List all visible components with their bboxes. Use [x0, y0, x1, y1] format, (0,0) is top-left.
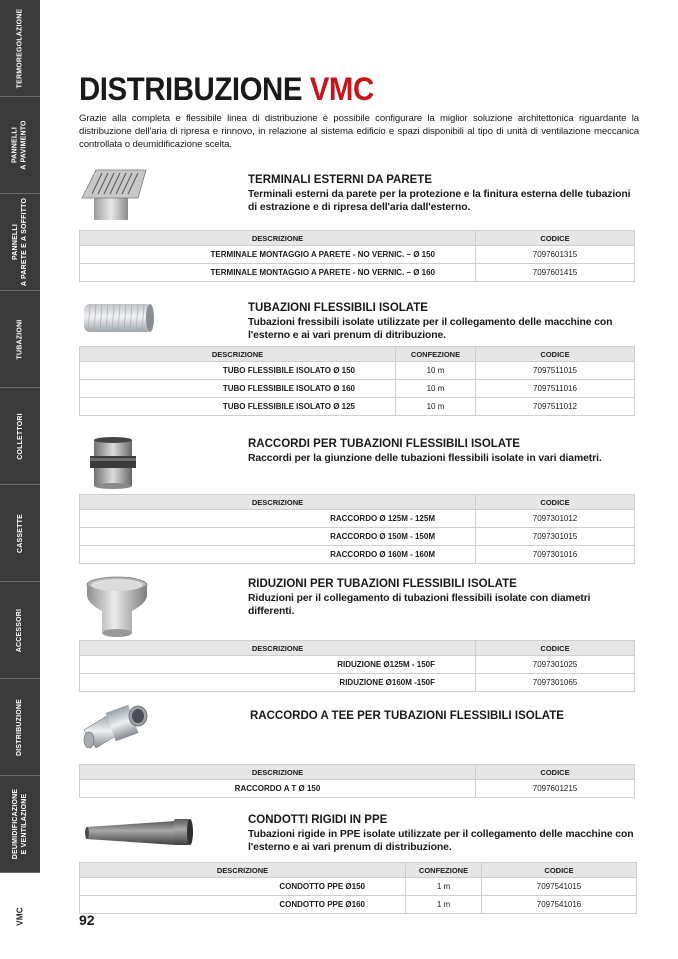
col-header-codice: CODICE [476, 347, 635, 362]
cell-codice: 7097511015 [476, 362, 635, 380]
section-title-terminali: TERMINALI ESTERNI DA PARETE [248, 174, 433, 186]
cell-codice: 7097541016 [482, 896, 637, 914]
cell-codice: 7097601215 [476, 780, 635, 798]
duct-reducer-image [84, 575, 150, 639]
col-header-confezione: CONFEZIONE [406, 863, 482, 878]
section-desc-terminali: Terminali esterni da parete per la protezione e la finitura esterna delle tubazioni di estrazione e di ripresa dell'aria dall'esterno. [248, 189, 631, 213]
cell-codice: 7097301012 [476, 510, 635, 528]
table-row [80, 896, 637, 914]
section-desc-raccordi: Raccordi per la giunzione delle tubazioni flessibili isolate in vari diametri. [248, 453, 602, 464]
col-header-descrizione: DESCRIZIONE [80, 347, 396, 362]
table-row [80, 546, 635, 564]
cell-codice: 7097601315 [476, 246, 635, 264]
section-title-riduzioni: RIDUZIONI PER TUBAZIONI FLESSIBILI ISOLATE [248, 578, 517, 590]
sidebar-tab-pannelli-parete[interactable]: PANNELLI A PARETE E A SOFFITTO [0, 194, 40, 291]
cell-descrizione: RIDUZIONE Ø125M - 150F [80, 656, 476, 674]
page-title-accent: VMC [309, 71, 374, 107]
table-header-row [80, 231, 635, 246]
col-header-descrizione: DESCRIZIONE [80, 641, 476, 656]
table-header-row [80, 765, 635, 780]
cell-descrizione: RACCORDO Ø 125M - 125M [80, 510, 476, 528]
cell-descrizione: RACCORDO Ø 150M - 150M [80, 528, 476, 546]
cell-codice: 7097541015 [482, 878, 637, 896]
cell-descrizione: TUBO FLESSIBILE ISOLATO Ø 160 [80, 380, 396, 398]
cell-descrizione: CONDOTTO PPE Ø150 [80, 878, 406, 896]
table-row [80, 246, 635, 264]
table-row [80, 264, 635, 282]
page-title [79, 70, 374, 108]
col-header-descrizione: DESCRIZIONE [80, 495, 476, 510]
cell-descrizione: TUBO FLESSIBILE ISOLATO Ø 125 [80, 398, 396, 416]
col-header-codice: CODICE [476, 765, 635, 780]
col-header-descrizione: DESCRIZIONE [80, 231, 476, 246]
col-header-codice: CODICE [482, 863, 637, 878]
sidebar-tab-cassette[interactable]: CASSETTE [0, 485, 40, 582]
cell-descrizione: RACCORDO A T Ø 150 [80, 780, 476, 798]
page-title-main: DISTRIBUZIONE [79, 71, 302, 107]
col-header-descrizione: DESCRIZIONE [80, 863, 406, 878]
cell-codice: 7097301015 [476, 528, 635, 546]
col-header-codice: CODICE [476, 495, 635, 510]
cell-codice: 7097301016 [476, 546, 635, 564]
sidebar-tab-accessori[interactable]: ACCESSORI [0, 582, 40, 679]
cell-confezione: 10 m [396, 398, 476, 416]
tee-fitting-image [80, 702, 150, 754]
col-header-codice: CODICE [476, 641, 635, 656]
cell-confezione: 1 m [406, 878, 482, 896]
cell-descrizione: RACCORDO Ø 160M - 160M [80, 546, 476, 564]
duct-coupling-image [88, 436, 138, 490]
cell-codice: 7097601415 [476, 264, 635, 282]
table-header-row [80, 347, 635, 362]
sidebar-tab-tubazioni[interactable]: TUBAZIONI [0, 291, 40, 388]
table-row [80, 528, 635, 546]
sidebar-tab-deumidificazione[interactable]: DEUMIDIFICAZIONE E VENTILAZIONE [0, 776, 40, 873]
cell-descrizione: TERMINALE MONTAGGIO A PARETE - NO VERNIC. – Ø 150 [80, 246, 476, 264]
cell-confezione: 10 m [396, 362, 476, 380]
table-row [80, 380, 635, 398]
cell-descrizione: RIDUZIONE Ø160M -150F [80, 674, 476, 692]
rigid-duct-image [84, 815, 194, 847]
cell-descrizione: TUBO FLESSIBILE ISOLATO Ø 150 [80, 362, 396, 380]
col-header-descrizione: DESCRIZIONE [80, 765, 476, 780]
flexible-duct-image [82, 300, 156, 336]
section-desc-riduzioni: Riduzioni per il collegamento di tubazioni flessibili isolate con diametri differenti. [248, 593, 591, 617]
sidebar-tab-termoregolazione[interactable]: TERMOREGOLAZIONE [0, 0, 40, 97]
sidebar-tab-vmc[interactable]: VMC [0, 873, 40, 959]
section-title-tubazioni-flessibili: TUBAZIONI FLESSIBILI ISOLATE [248, 302, 428, 314]
table-header-row [80, 863, 637, 878]
cell-descrizione: CONDOTTO PPE Ø160 [80, 896, 406, 914]
table-tee [79, 764, 635, 798]
sidebar-tab-distribuzione[interactable]: DISTRIBUZIONE [0, 679, 40, 776]
table-terminali [79, 230, 635, 282]
sidebar [0, 0, 40, 959]
table-row [80, 510, 635, 528]
table-row [80, 878, 637, 896]
table-condotti [79, 862, 637, 914]
table-riduzioni [79, 640, 635, 692]
page-number: 92 [79, 912, 95, 928]
section-desc-condotti: Tubazioni rigide in PPE isolate utilizzate per il collegamento delle macchine con l'esterno e ai vari prenum di distribuzione. [248, 829, 634, 853]
sidebar-tab-collettori[interactable]: COLLETTORI [0, 388, 40, 485]
section-title-tee: RACCORDO A TEE PER TUBAZIONI FLESSIBILI ISOLATE [250, 710, 564, 722]
table-row [80, 398, 635, 416]
table-header-row [80, 495, 635, 510]
cell-codice: 7097511012 [476, 398, 635, 416]
wall-terminal-image [80, 168, 152, 220]
cell-codice: 7097301025 [476, 656, 635, 674]
sidebar-tab-pannelli-pavimento[interactable]: PANNELLI A PAVIMENTO [0, 97, 40, 194]
cell-confezione: 1 m [406, 896, 482, 914]
section-desc-tubazioni-flessibili: Tubazioni fressibili isolate utilizzate per il collegamento delle macchine con l'esterno e ai vari prenum di ditribuzione. [248, 317, 613, 341]
cell-descrizione: TERMINALE MONTAGGIO A PARETE - NO VERNIC. – Ø 160 [80, 264, 476, 282]
table-header-row [80, 641, 635, 656]
table-raccordi [79, 494, 635, 564]
table-tubazioni-flessibili [79, 346, 635, 416]
table-row [80, 656, 635, 674]
table-row [80, 674, 635, 692]
cell-codice: 7097301065 [476, 674, 635, 692]
section-title-condotti: CONDOTTI RIGIDI IN PPE [248, 814, 388, 826]
intro-paragraph: Grazie alla completa e flessibile linea di distribuzione è possibile configurare la miglior soluzione architettonica riguardante la distribuzione dell'aria di ripresa e rinnovo, in relazione al sistema edificio e spazi disponibili al tipo di unità di ventilazione meccanica controllata o deumidificazione scelta. [79, 113, 639, 150]
section-title-raccordi: RACCORDI PER TUBAZIONI FLESSIBILI ISOLATE [248, 438, 520, 450]
table-row [80, 780, 635, 798]
col-header-confezione: CONFEZIONE [396, 347, 476, 362]
cell-codice: 7097511016 [476, 380, 635, 398]
cell-confezione: 10 m [396, 380, 476, 398]
col-header-codice: CODICE [476, 231, 635, 246]
table-row [80, 362, 635, 380]
